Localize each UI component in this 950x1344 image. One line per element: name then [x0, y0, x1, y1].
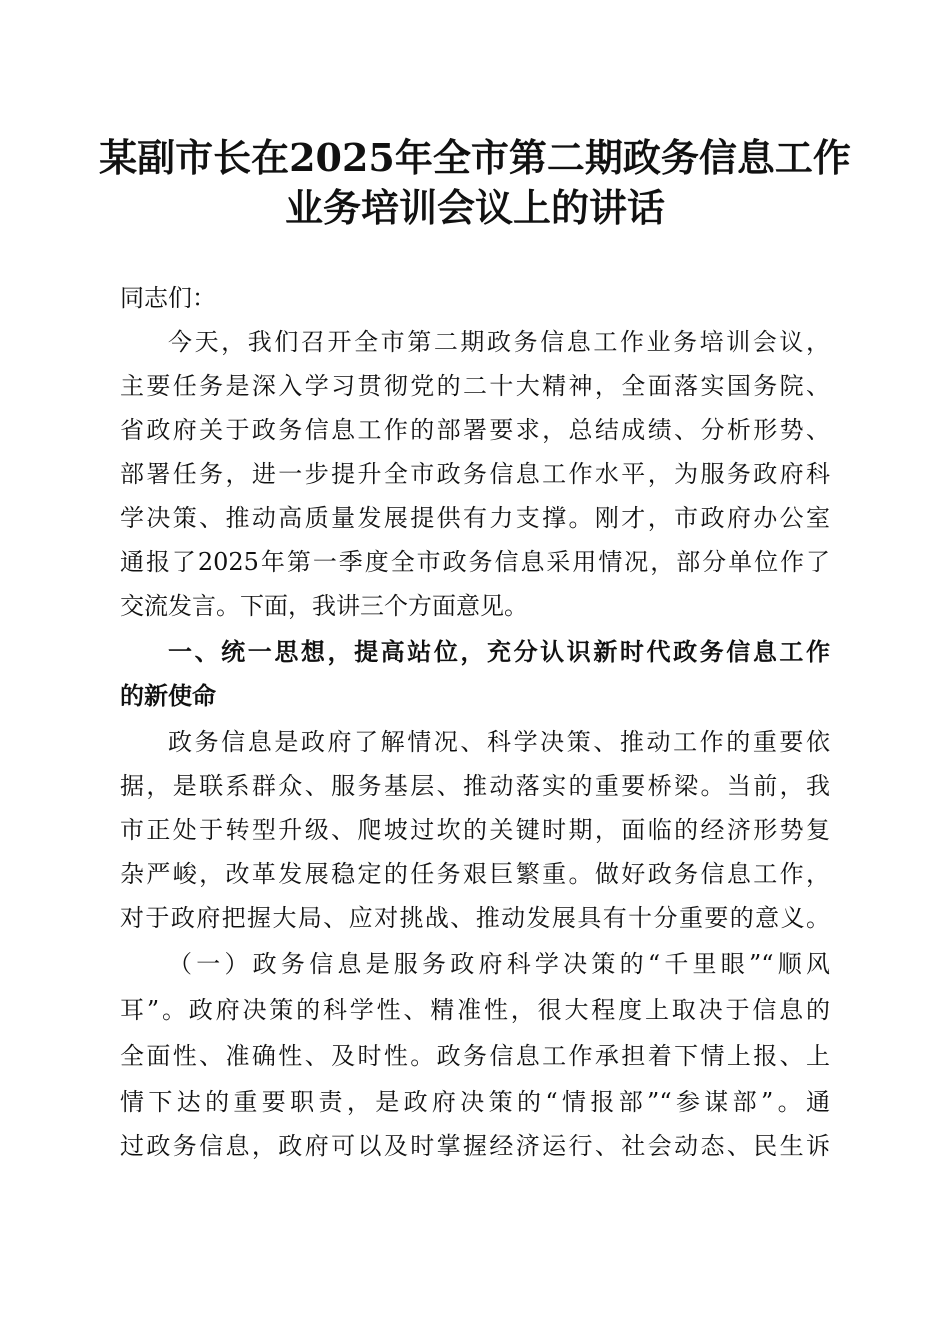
body-line: 过政务信息，政府可以及时掌握经济运行、社会动态、民生诉: [120, 1132, 830, 1160]
body-line: 今天，我们召开全市第二期政务信息工作业务培训会议，: [168, 328, 830, 356]
body-line: 耳”。政府决策的科学性、精准性，很大程度上取决于信息的: [120, 996, 830, 1024]
salutation: 同志们：: [120, 284, 216, 312]
body-line: 据，是联系群众、服务基层、推动落实的重要桥梁。当前，我: [120, 772, 830, 800]
document-title-line-2: 业务培训会议上的讲话: [284, 185, 665, 230]
document-title-line-1: 某副市长在2025年全市第二期政务信息工作: [99, 135, 851, 180]
body-line: 省政府关于政务信息工作的部署要求，总结成绩、分析形势、: [120, 416, 830, 444]
body-line: 政务信息是政府了解情况、科学决策、推动工作的重要依: [168, 728, 830, 756]
section-heading-1: 一、统一思想，提高站位，充分认识新时代政务信息工作: [168, 638, 830, 666]
body-line: 市正处于转型升级、爬坡过坎的关键时期，面临的经济形势复: [120, 816, 830, 844]
body-line: 情下达的重要职责，是政府决策的“情报部”“参谋部”。通: [120, 1088, 830, 1116]
subsection-heading-1: （一）政务信息是服务政府科学决策的“千里眼”“顺风: [168, 950, 830, 978]
body-line: 对于政府把握大局、应对挑战、推动发展具有十分重要的意义。: [120, 904, 830, 932]
body-line: 通报了2025年第一季度全市政务信息采用情况，部分单位作了: [120, 548, 830, 576]
body-line: 交流发言。下面，我讲三个方面意见。: [120, 592, 528, 620]
body-line: 全面性、准确性、及时性。政务信息工作承担着下情上报、上: [120, 1042, 830, 1070]
body-line: 杂严峻，改革发展稳定的任务艰巨繁重。做好政务信息工作，: [120, 860, 830, 888]
body-line: 主要任务是深入学习贯彻党的二十大精神，全面落实国务院、: [120, 372, 830, 400]
body-line: 学决策、推动高质量发展提供有力支撑。刚才，市政府办公室: [120, 504, 830, 532]
section-heading-1-cont: 的新使命: [120, 682, 216, 710]
body-line: 部署任务，进一步提升全市政务信息工作水平，为服务政府科: [120, 460, 830, 488]
